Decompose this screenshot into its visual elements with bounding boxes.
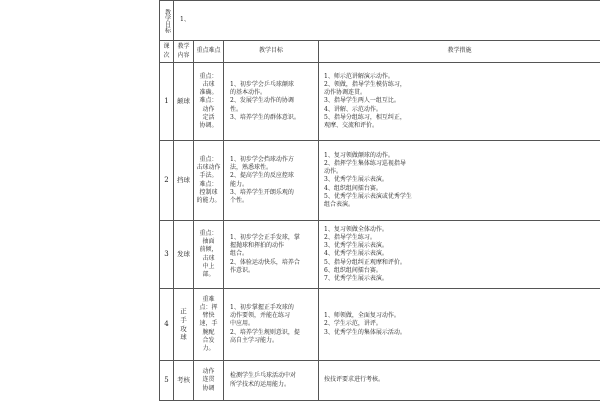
cell-line: 3、指导学生两人一组互比。 bbox=[324, 97, 598, 105]
cell-line: 3、培养学生开朗乐观的 bbox=[230, 189, 316, 197]
cell-line: 击球 bbox=[196, 81, 221, 89]
cell-line: 动作要领，并能在练习 bbox=[230, 312, 316, 320]
lesson-number: 1 bbox=[160, 63, 174, 141]
cell-line: 2、提高学生的反应控球 bbox=[230, 172, 316, 180]
cell-line: 观摩、交流和评价。 bbox=[324, 122, 598, 130]
cell-line: 5、优秀学生展示表演或优秀学生 bbox=[324, 193, 598, 201]
cell-line: 握抛球和挥拍的动作 bbox=[230, 242, 316, 250]
lesson-plan-table bbox=[159, 0, 600, 401]
key-points bbox=[194, 141, 224, 221]
key-points bbox=[194, 361, 224, 401]
key-points bbox=[194, 289, 224, 361]
lesson-number: 5 bbox=[160, 361, 174, 401]
cell-line: 重点： bbox=[196, 73, 221, 81]
cell-line: 1、初步掌握正手攻球的 bbox=[230, 304, 316, 312]
cell-line: 重点： bbox=[196, 156, 221, 164]
cell-line: 组合表演。 bbox=[324, 201, 598, 209]
cell-line: 点：挥 bbox=[196, 304, 221, 312]
cell-line: 合发 bbox=[196, 337, 221, 345]
col-measures-header: 教学措施 bbox=[319, 41, 600, 63]
cell-line: 重点： bbox=[196, 230, 221, 238]
cell-line: 作意识。 bbox=[230, 267, 316, 275]
cell-line: 4、组织组间擂台赛。 bbox=[324, 185, 598, 193]
col-lesson-header: 课次 bbox=[160, 41, 174, 63]
lesson-number: 3 bbox=[160, 221, 174, 289]
cell-line: 1、复习领做全体动作。 bbox=[324, 226, 598, 234]
key-points bbox=[194, 63, 224, 141]
cell-line: 的基本动作。 bbox=[230, 89, 316, 97]
cell-line: 协调。 bbox=[196, 122, 221, 130]
cell-line: 3、优秀学生展示表演。 bbox=[324, 242, 598, 250]
cell-line: 的能力。 bbox=[196, 197, 221, 205]
cell-line: 难点： bbox=[196, 97, 221, 105]
cell-line: 个性。 bbox=[230, 197, 316, 205]
cell-line: 击球 bbox=[196, 255, 221, 263]
cell-line: 力。 bbox=[196, 345, 221, 353]
lesson-number: 2 bbox=[160, 141, 174, 221]
lesson-content: 挡球 bbox=[174, 141, 194, 221]
table-row bbox=[160, 289, 600, 361]
cell-line: 6、组织组间擂台赛。 bbox=[324, 267, 598, 275]
cell-line: 协调 bbox=[196, 385, 221, 393]
cell-line: 击球动作 bbox=[196, 164, 221, 172]
cell-line: 组合。 bbox=[230, 250, 316, 258]
col-objectives-header: 教学目标 bbox=[224, 41, 319, 63]
cell-line: 2、体验运动快乐，培养合 bbox=[230, 259, 316, 267]
cell-line: 2、培养学生规则意识，提 bbox=[230, 329, 316, 337]
cell-line: 3、培养学生的群体意识。 bbox=[230, 114, 316, 122]
cell-line: 控制球 bbox=[196, 189, 221, 197]
objectives bbox=[224, 63, 319, 141]
cell-line: 定活 bbox=[196, 114, 221, 122]
cell-line: 2、学生示范，讲评。 bbox=[324, 320, 598, 328]
table-row bbox=[160, 221, 600, 289]
objectives bbox=[224, 289, 319, 361]
cell-line: 腕配 bbox=[196, 329, 221, 337]
cell-line: 手法。 bbox=[196, 172, 221, 180]
cell-line: 能力。 bbox=[230, 181, 316, 189]
cell-line: 动作 bbox=[196, 368, 221, 376]
cell-line: 动作 bbox=[196, 106, 221, 114]
cell-line: 部。 bbox=[196, 271, 221, 279]
cell-line: 动作。 bbox=[324, 168, 598, 176]
lesson-content: 颠球 bbox=[174, 63, 194, 141]
cell-line: 中上 bbox=[196, 263, 221, 271]
cell-line: 1、初步学会乒乓球颠球 bbox=[230, 81, 316, 89]
cell-line: 臂快 bbox=[196, 312, 221, 320]
cell-line: 2、指挥学生集体练习巡视指导 bbox=[324, 160, 598, 168]
lesson-content: 正手攻球 bbox=[174, 289, 194, 361]
cell-line: 5、指导分组练习，相互纠正， bbox=[324, 114, 598, 122]
cell-line: 1、初步学会正手发球，掌 bbox=[230, 234, 316, 242]
cell-line: 1、复习领做颠球的动作。 bbox=[324, 152, 598, 160]
cell-line: 准确。 bbox=[196, 89, 221, 97]
objective-row bbox=[160, 1, 600, 41]
objectives bbox=[224, 361, 319, 401]
cell-line: 抽面 bbox=[196, 238, 221, 246]
cell-line: 重难 bbox=[196, 296, 221, 304]
measures bbox=[319, 141, 600, 221]
header-row bbox=[160, 41, 600, 63]
cell-line: 前倾， bbox=[196, 246, 221, 254]
cell-line: 难点： bbox=[196, 181, 221, 189]
cell-line: 1、初步学会挡球动作方 bbox=[230, 156, 316, 164]
measures bbox=[319, 289, 600, 361]
cell-line: 检测学生乒乓球活动中对 bbox=[230, 372, 316, 380]
cell-line: 速，手 bbox=[196, 320, 221, 328]
cell-line: 动作协调连贯。 bbox=[324, 89, 598, 97]
cell-line: 4、优秀学生展示表演。 bbox=[324, 250, 598, 258]
objective-value: 1、 bbox=[174, 1, 600, 41]
cell-line: 性。 bbox=[230, 106, 316, 114]
measures bbox=[319, 221, 600, 289]
objectives bbox=[224, 221, 319, 289]
cell-line: 7、优秀学生展示表演。 bbox=[324, 275, 598, 283]
cell-line: 2、领做，指导学生模仿练习， bbox=[324, 81, 598, 89]
cell-line: 高自主学习能力。 bbox=[230, 337, 316, 345]
cell-line: 所学技术的运用能力。 bbox=[230, 381, 316, 389]
cell-line: 2、指导学生练习。 bbox=[324, 234, 598, 242]
measures bbox=[319, 63, 600, 141]
cell-line: 5、指导分组纠正观摩和评价。 bbox=[324, 259, 598, 267]
col-content-header: 教学内容 bbox=[174, 41, 194, 63]
cell-line: 法，熟悉球性。 bbox=[230, 164, 316, 172]
cell-line: 1、师领做，全面复习动作。 bbox=[324, 312, 598, 320]
cell-line: 3、优秀学生的集体展示活动。 bbox=[324, 329, 598, 337]
cell-line: 3、优秀学生展示表演。 bbox=[324, 176, 598, 184]
cell-line: 按技评要求进行考核。 bbox=[324, 376, 598, 384]
table-row bbox=[160, 361, 600, 401]
key-points bbox=[194, 221, 224, 289]
cell-line: 4、讲解、示范动作。 bbox=[324, 106, 598, 114]
cell-line: 1、师示范讲解演示动作。 bbox=[324, 73, 598, 81]
objective-label: 教学目标 bbox=[160, 1, 174, 41]
lesson-number: 4 bbox=[160, 289, 174, 361]
objectives bbox=[224, 141, 319, 221]
measures bbox=[319, 361, 600, 401]
table-row bbox=[160, 63, 600, 141]
cell-line: 中应用。 bbox=[230, 320, 316, 328]
lesson-content: 考核 bbox=[174, 361, 194, 401]
lesson-content: 发球 bbox=[174, 221, 194, 289]
col-key-header: 重点难点 bbox=[194, 41, 224, 63]
cell-line: 2、发展学生动作的协调 bbox=[230, 97, 316, 105]
table-row bbox=[160, 141, 600, 221]
cell-line: 连贯 bbox=[196, 376, 221, 384]
